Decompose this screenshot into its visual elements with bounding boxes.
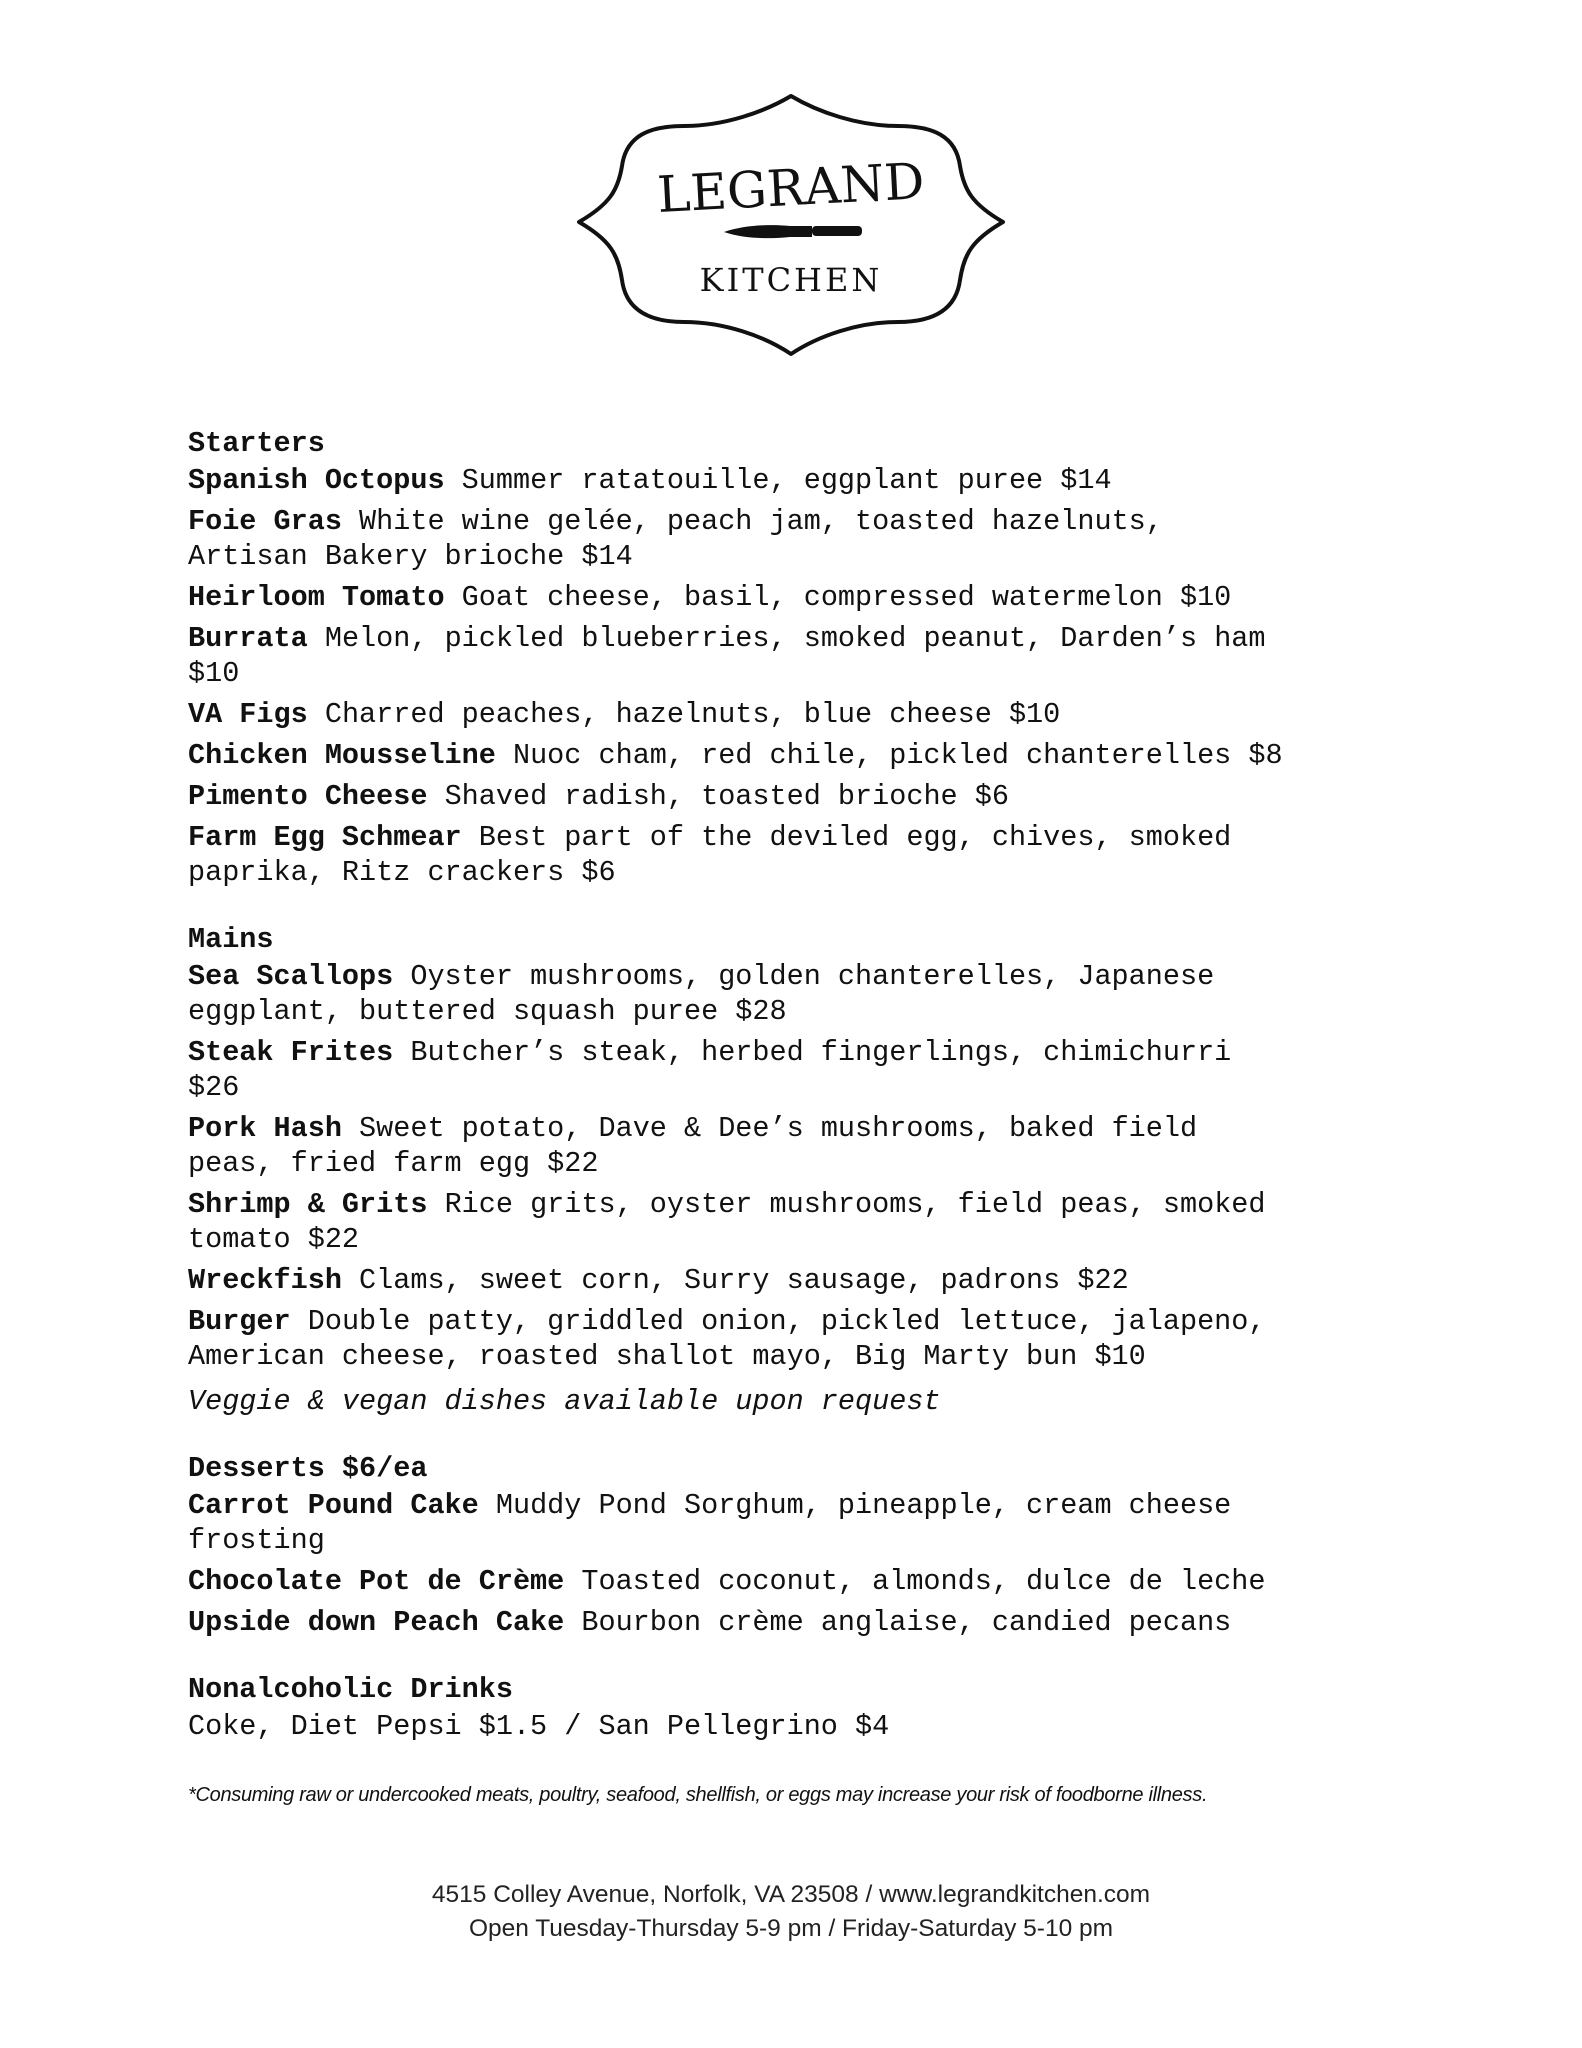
menu-item bbox=[188, 1111, 1428, 1181]
menu-item-description: Double patty, griddled onion, pickled lettuce, jalapeno, bbox=[307, 1305, 1266, 1338]
menu-item-name: Foie Gras bbox=[188, 505, 342, 538]
menu-item-name: Steak Frites bbox=[188, 1036, 394, 1069]
menu-item-description: Butcher’s steak, herbed fingerlings, chimichurri bbox=[410, 1036, 1232, 1069]
menu-item-description-continued: peas, fried farm egg $22 bbox=[188, 1147, 599, 1180]
menu-item bbox=[188, 1263, 1428, 1298]
menu-item-description: Clams, sweet corn, Surry sausage, padrons $22 bbox=[359, 1264, 1129, 1297]
section-title: Mains bbox=[188, 923, 274, 956]
knife-icon bbox=[724, 225, 862, 238]
restaurant-logo bbox=[574, 92, 1008, 358]
menu-item bbox=[188, 697, 1428, 732]
menu-item bbox=[188, 621, 1428, 691]
menu-item bbox=[188, 1187, 1428, 1257]
menu-item-description: Nuoc cham, red chile, pickled chanterelles $8 bbox=[512, 739, 1283, 772]
menu-item-name: Chocolate Pot de Crème bbox=[188, 1565, 565, 1598]
starters-section bbox=[188, 426, 1428, 890]
menu-item-description-continued: tomato $22 bbox=[188, 1223, 360, 1256]
menu-item-name: Spanish Octopus bbox=[188, 464, 445, 497]
menu-item-description-continued: eggplant, buttered squash puree $28 bbox=[188, 995, 787, 1028]
menu-item-description: Muddy Pond Sorghum, pineapple, cream cheese bbox=[495, 1489, 1232, 1522]
menu-item-name: Heirloom Tomato bbox=[188, 581, 445, 614]
menu-item-description: Best part of the deviled egg, chives, smoked bbox=[478, 821, 1232, 854]
menu-item bbox=[188, 504, 1428, 574]
menu-item-description: Bourbon crème anglaise, candied pecans bbox=[581, 1606, 1232, 1639]
section-title: Desserts $6/ea bbox=[188, 1452, 428, 1485]
menu-item-name: Wreckfish bbox=[188, 1264, 342, 1297]
menu-item bbox=[188, 779, 1428, 814]
menu-item-description: Summer ratatouille, eggplant puree $14 bbox=[461, 464, 1112, 497]
menu-item bbox=[188, 580, 1428, 615]
desserts-section bbox=[188, 1451, 1428, 1640]
menu-item bbox=[188, 1488, 1428, 1558]
menu-item-description: Sweet potato, Dave & Dee’s mushrooms, baked field bbox=[359, 1112, 1198, 1145]
menu-item-description-continued: paprika, Ritz crackers $6 bbox=[188, 856, 616, 889]
menu-item bbox=[188, 1304, 1428, 1374]
menu-item-description: Goat cheese, basil, compressed watermelon $10 bbox=[461, 581, 1232, 614]
menu-body bbox=[188, 426, 1428, 1776]
menu-item-name: Burger bbox=[188, 1305, 291, 1338]
menu-item-description: Charred peaches, hazelnuts, blue cheese $10 bbox=[324, 698, 1061, 731]
menu-item bbox=[188, 1035, 1428, 1105]
food-safety-disclaimer: *Consuming raw or undercooked meats, poultry, seafood, shellfish, or eggs may increase your risk of foodborne illness. bbox=[188, 1784, 1208, 1806]
logo-title: LEGRAND bbox=[655, 152, 926, 224]
menu-item-name: Burrata bbox=[188, 622, 308, 655]
menu-item-description-continued: $10 bbox=[188, 657, 240, 690]
footer bbox=[0, 1878, 1582, 1946]
drinks-section bbox=[188, 1672, 1428, 1744]
menu-item-description: White wine gelée, peach jam, toasted hazelnuts, bbox=[359, 505, 1163, 538]
menu-item bbox=[188, 463, 1428, 498]
dietary-note: Veggie & vegan dishes available upon request bbox=[188, 1385, 941, 1418]
mains-list bbox=[188, 959, 1428, 1374]
desserts-list bbox=[188, 1488, 1428, 1640]
menu-item-name: Upside down Peach Cake bbox=[188, 1606, 565, 1639]
menu-item-name: Farm Egg Schmear bbox=[188, 821, 462, 854]
menu-item bbox=[188, 820, 1428, 890]
menu-item-name: VA Figs bbox=[188, 698, 308, 731]
menu-item bbox=[188, 1605, 1428, 1640]
menu-item bbox=[188, 738, 1428, 773]
menu-item-description-continued: American cheese, roasted shallot mayo, Big Marty bun $10 bbox=[188, 1340, 1146, 1373]
menu-item-name: Sea Scallops bbox=[188, 960, 394, 993]
logo-subtitle: KITCHEN bbox=[699, 261, 883, 299]
menu-item-description: Toasted coconut, almonds, dulce de leche bbox=[581, 1565, 1266, 1598]
drinks-line: Coke, Diet Pepsi $1.5 / San Pellegrino $4 bbox=[188, 1710, 890, 1743]
menu-item bbox=[188, 1564, 1428, 1599]
menu-item-name: Shrimp & Grits bbox=[188, 1188, 428, 1221]
mains-section bbox=[188, 922, 1428, 1419]
footer-hours: Open Tuesday-Thursday 5-9 pm / Friday-Saturday 5-10 pm bbox=[468, 1915, 1114, 1942]
footer-address: 4515 Colley Avenue, Norfolk, VA 23508 / www.legrandkitchen.com bbox=[431, 1881, 1151, 1908]
menu-item-name: Pimento Cheese bbox=[188, 780, 428, 813]
menu-item bbox=[188, 959, 1428, 1029]
menu-item-name: Carrot Pound Cake bbox=[188, 1489, 479, 1522]
menu-item-description: Shaved radish, toasted brioche $6 bbox=[444, 780, 1009, 813]
menu-item-description-continued: frosting bbox=[188, 1524, 325, 1557]
logo-frame bbox=[579, 96, 1003, 354]
section-title: Nonalcoholic Drinks bbox=[188, 1673, 513, 1706]
menu-item-description-continued: $26 bbox=[188, 1071, 240, 1104]
menu-item-description: Oyster mushrooms, golden chanterelles, Japanese bbox=[410, 960, 1215, 993]
menu-item-description: Melon, pickled blueberries, smoked peanut, Darden’s ham bbox=[324, 622, 1266, 655]
section-title: Starters bbox=[188, 427, 325, 460]
starters-list bbox=[188, 463, 1428, 890]
menu-item-name: Chicken Mousseline bbox=[188, 739, 496, 772]
menu-item-name: Pork Hash bbox=[188, 1112, 342, 1145]
menu-item-description-continued: Artisan Bakery brioche $14 bbox=[188, 540, 633, 573]
menu-item-description: Rice grits, oyster mushrooms, field peas, smoked bbox=[444, 1188, 1266, 1221]
